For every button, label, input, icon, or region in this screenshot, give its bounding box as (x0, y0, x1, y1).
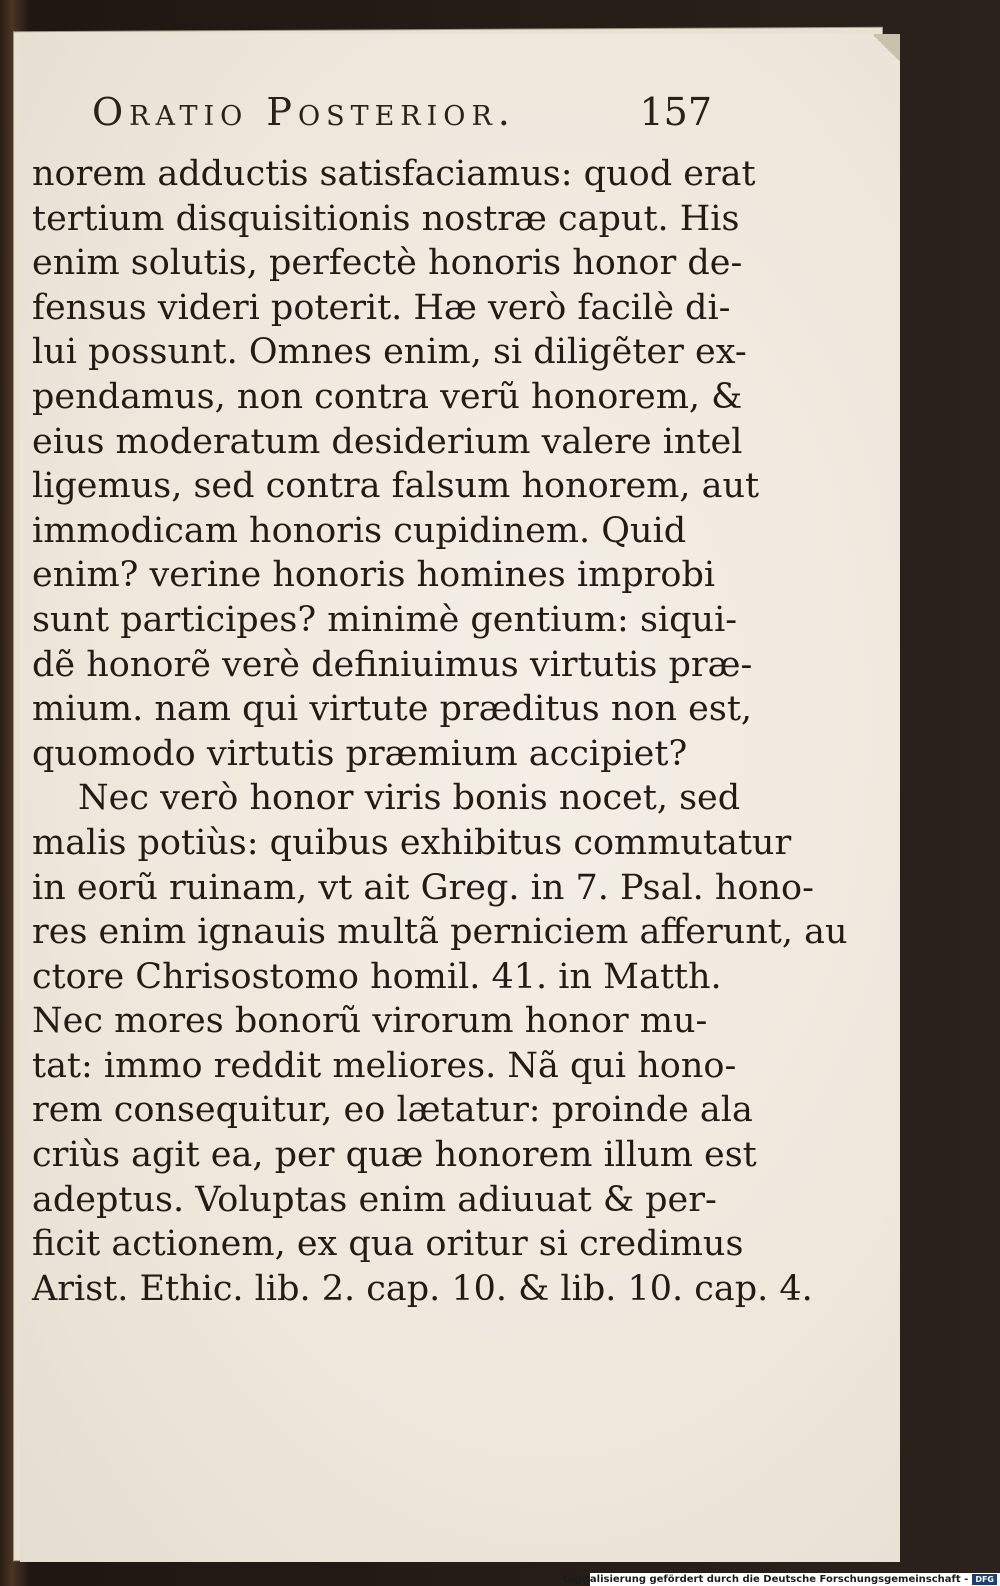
dfg-logo: DFG (972, 1574, 997, 1585)
text-line: ficit actionem, ex qua oritur si credimus (32, 1224, 744, 1265)
text-line: tat: immo reddit meliores. Nã qui hono- (32, 1045, 737, 1086)
text-line: ligemus, sed contra falsum honorem, aut (32, 466, 760, 507)
digitization-credit: Digitalisierung gefördert durch die Deutsche Forschungsgemeinschaft - (562, 1574, 969, 1585)
text-line: quomodo virtutis præmium accipiet? (32, 733, 688, 774)
page-number: 157 (639, 90, 712, 134)
text-line: enim? verine honoris homines improbi (32, 555, 716, 596)
text-line: fensus videri poterit. Hæ verò facilè di- (32, 287, 731, 328)
text-line: Nec verò honor viris bonis nocet, sed (78, 778, 741, 819)
digitization-credit-bar (562, 1573, 1000, 1586)
text-line: immodicam honoris cupidinem. Quid (32, 510, 687, 551)
text-line: Nec mores bonorũ virorum honor mu- (32, 1001, 708, 1042)
text-line: enim solutis, perfectè honoris honor de- (32, 243, 743, 284)
text-line: res enim ignauis multã perniciem afferunt, au (32, 912, 848, 953)
text-line: pendamus, non contra verũ honorem, & (32, 376, 743, 417)
book-page (20, 34, 900, 1562)
text-line: tertium disquisitionis nostræ caput. His (32, 198, 740, 239)
text-line: dẽ honorẽ verè definiuimus virtutis præ- (32, 644, 753, 685)
text-line: adeptus. Voluptas enim adiuuat & per- (32, 1179, 717, 1220)
text-line: mium. nam qui virtute præditus non est, (32, 689, 753, 730)
text-line: Arist. Ethic. lib. 2. cap. 10. & lib. 10. cap. 4. (32, 1268, 813, 1309)
text-line: sunt participes? minimè gentium: siqui- (32, 599, 738, 640)
text-line: eius moderatum desiderium valere intel (32, 421, 743, 462)
page-corner (874, 34, 900, 64)
text-line: norem adductis satisfaciamus: quod erat (32, 154, 756, 194)
running-title: Oratio Posterior. (92, 90, 516, 134)
text-line: ctore Chrisostomo homil. 41. in Matth. (32, 956, 722, 997)
text-line: malis potiùs: quibus exhibitus commutatur (32, 822, 792, 863)
text-line: lui possunt. Omnes enim, si diligẽter ex- (32, 332, 747, 373)
text-line: criùs agit ea, per quæ honorem illum est (32, 1135, 757, 1176)
text-line: in eorũ ruinam, vt ait Greg. in 7. Psal. hono- (32, 867, 814, 908)
body-text (32, 152, 848, 1311)
page-header (92, 82, 712, 142)
text-line: rem consequitur, eo lætatur: proinde ala (32, 1090, 753, 1131)
